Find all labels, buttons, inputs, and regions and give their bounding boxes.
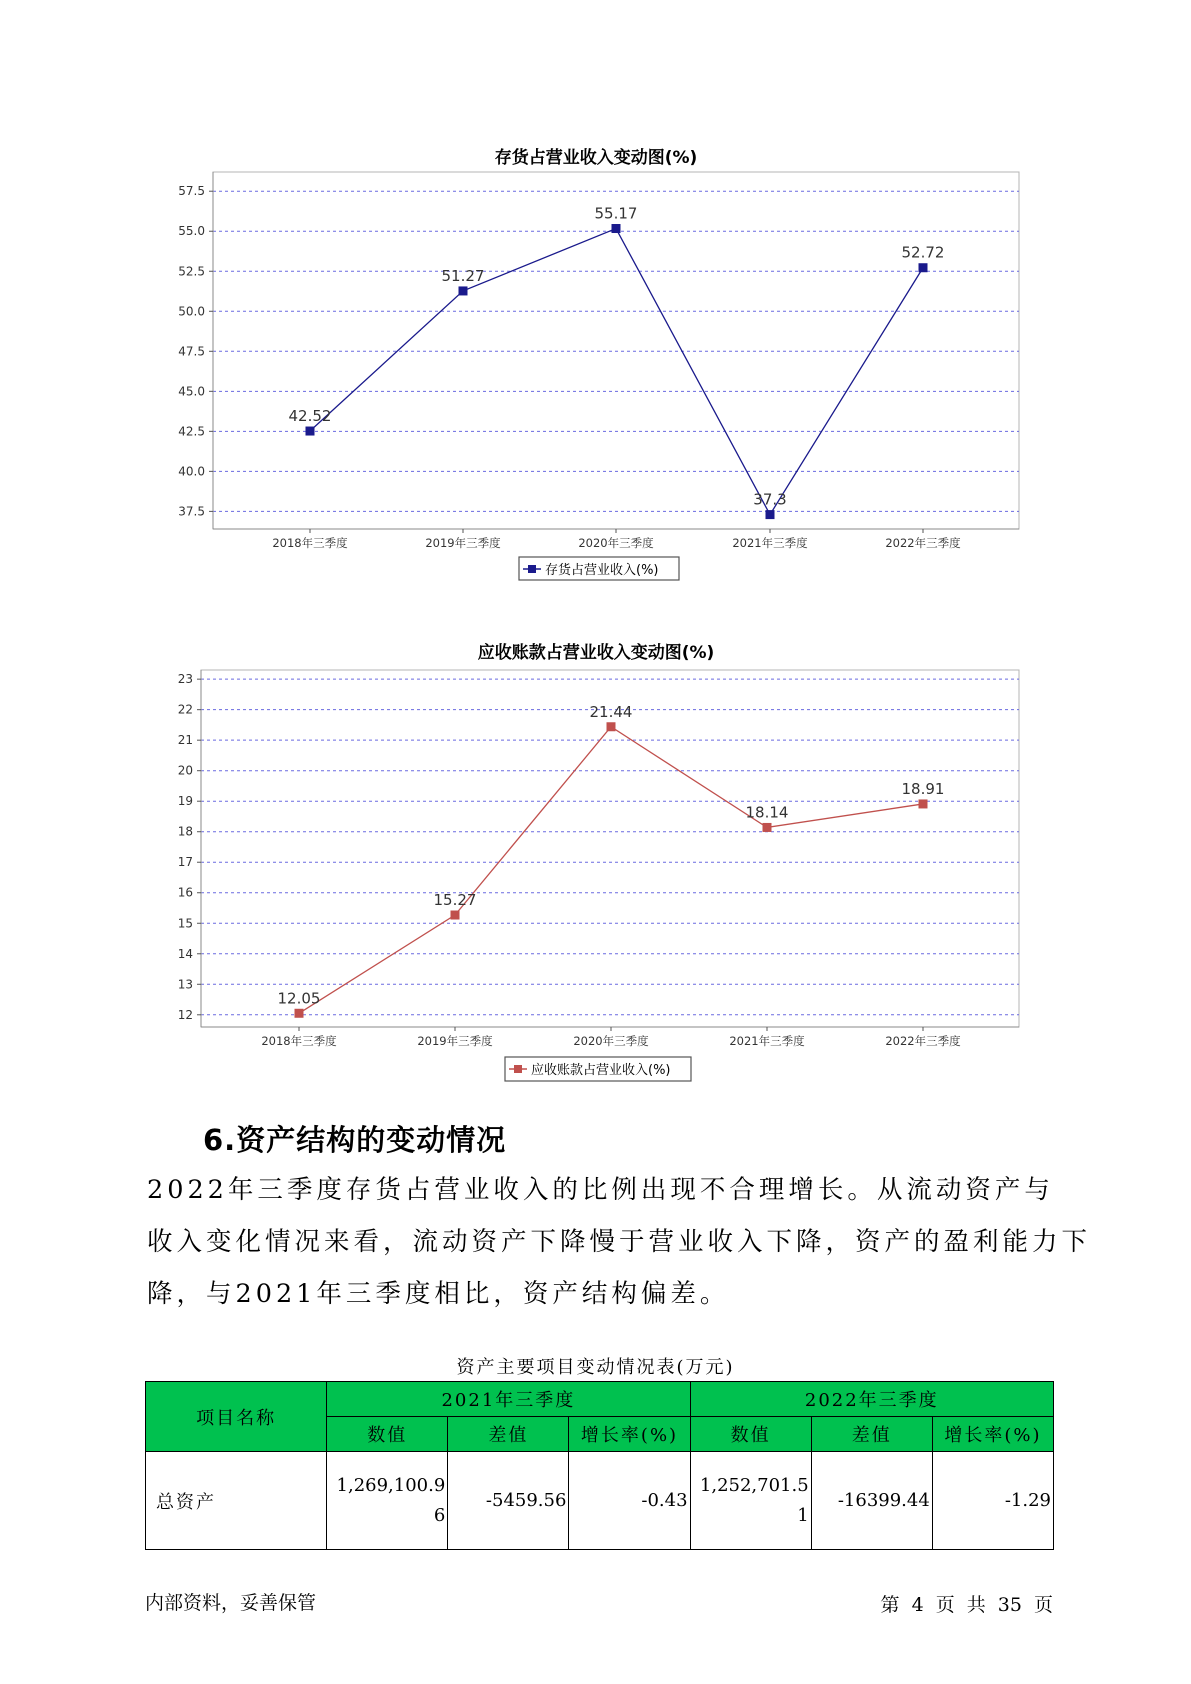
x-tick-label: 2020年三季度 bbox=[573, 1034, 649, 1048]
series-line bbox=[278, 703, 945, 1018]
y-tick-label: 57.5 bbox=[178, 184, 205, 199]
paragraph-line: 收入变化情况来看，流动资产下降慢于营业收入下降，资产的盈利能力下 bbox=[147, 1227, 1092, 1257]
paragraph-line: 降，与2021年三季度相比，资产结构偏差。 bbox=[147, 1279, 730, 1309]
y-tick-label: 47.5 bbox=[178, 344, 205, 359]
x-tick-label: 2022年三季度 bbox=[885, 536, 961, 550]
table-cell: -0.43 bbox=[569, 1452, 690, 1550]
column-header-growth-rate: 增长率(%) bbox=[932, 1417, 1053, 1452]
table-title: 资产主要项目变动情况表(万元) bbox=[456, 1357, 735, 1378]
column-header-value: 数值 bbox=[327, 1417, 448, 1452]
column-header-difference: 差值 bbox=[448, 1417, 569, 1452]
legend-label: 应收账款占营业收入(%) bbox=[531, 1063, 671, 1078]
data-label: 37.3 bbox=[753, 490, 787, 509]
y-tick-label: 42.5 bbox=[178, 424, 205, 439]
y-tick-label: 18 bbox=[177, 824, 193, 839]
y-tick-label: 45.0 bbox=[178, 384, 205, 399]
table-row bbox=[146, 1452, 1054, 1550]
column-header-item: 项目名称 bbox=[146, 1382, 327, 1452]
y-tick-label: 17 bbox=[177, 855, 193, 870]
data-label: 18.91 bbox=[901, 779, 945, 798]
asset-change-table bbox=[145, 1381, 1054, 1550]
y-axis bbox=[178, 670, 201, 1027]
x-axis bbox=[201, 1027, 1019, 1048]
column-header-difference: 差值 bbox=[811, 1417, 932, 1452]
y-tick-label: 20 bbox=[177, 763, 193, 778]
x-tick-label: 2018年三季度 bbox=[261, 1034, 337, 1048]
chart-title: 存货占营业收入变动图(%) bbox=[494, 148, 698, 168]
legend bbox=[505, 1057, 691, 1081]
x-tick-label: 2019年三季度 bbox=[425, 536, 501, 550]
y-tick-label: 16 bbox=[177, 885, 193, 900]
data-label: 21.44 bbox=[589, 702, 633, 721]
data-label: 12.05 bbox=[277, 989, 321, 1008]
paragraph-line: 2022年三季度存货占营业收入的比例出现不合理增长。从流动资产与 bbox=[147, 1175, 1054, 1205]
y-tick-label: 22 bbox=[177, 702, 193, 717]
y-tick-label: 14 bbox=[177, 946, 193, 961]
table-cell: -5459.56 bbox=[448, 1452, 569, 1550]
x-tick-label: 2019年三季度 bbox=[417, 1034, 493, 1048]
table-cell: 1,252,701.51 bbox=[690, 1452, 811, 1550]
data-point bbox=[919, 799, 928, 808]
data-label: 15.27 bbox=[433, 891, 477, 910]
y-tick-label: 55.0 bbox=[178, 224, 205, 239]
y-tick-label: 40.0 bbox=[178, 464, 205, 479]
y-tick-label: 13 bbox=[177, 977, 193, 992]
y-tick-label: 12 bbox=[177, 1007, 193, 1022]
x-tick-label: 2020年三季度 bbox=[578, 536, 654, 550]
y-tick-label: 21 bbox=[177, 733, 193, 748]
table-cell: -16399.44 bbox=[811, 1452, 932, 1550]
data-point bbox=[295, 1009, 304, 1018]
column-header-period-2021: 2021年三季度 bbox=[327, 1382, 690, 1417]
y-tick-label: 37.5 bbox=[178, 504, 205, 519]
series-line-path bbox=[299, 727, 923, 1014]
table-cell: 1,269,100.96 bbox=[327, 1452, 448, 1550]
data-label: 18.14 bbox=[745, 803, 789, 822]
x-tick-label: 2022年三季度 bbox=[885, 1034, 961, 1048]
y-tick-label: 15 bbox=[177, 916, 193, 931]
y-tick-label: 52.5 bbox=[178, 264, 205, 279]
data-label: 51.27 bbox=[441, 266, 485, 285]
y-tick-label: 50.0 bbox=[178, 304, 205, 319]
page-number: 第 4 页 共 35 页 bbox=[880, 1594, 1053, 1616]
y-tick-label: 19 bbox=[177, 794, 193, 809]
x-tick-label: 2021年三季度 bbox=[732, 536, 808, 550]
x-tick-label: 2021年三季度 bbox=[729, 1034, 805, 1048]
chart-title: 应收账款占营业收入变动图(%) bbox=[477, 643, 715, 663]
column-header-period-2022: 2022年三季度 bbox=[690, 1382, 1053, 1417]
data-point bbox=[763, 823, 772, 832]
data-label: 42.52 bbox=[288, 407, 332, 426]
table-cell: -1.29 bbox=[932, 1452, 1053, 1550]
column-header-growth-rate: 增长率(%) bbox=[569, 1417, 690, 1452]
data-label: 55.17 bbox=[594, 204, 638, 223]
footer-note: 内部资料，妥善保管 bbox=[145, 1592, 317, 1614]
data-label: 52.72 bbox=[901, 243, 945, 262]
data-point bbox=[607, 722, 616, 731]
data-point bbox=[451, 911, 460, 920]
column-header-value: 数值 bbox=[690, 1417, 811, 1452]
y-tick-label: 23 bbox=[177, 672, 193, 687]
section-heading: 6.资产结构的变动情况 bbox=[203, 1123, 507, 1157]
legend-label: 存货占营业收入(%) bbox=[545, 563, 659, 578]
row-name: 总资产 bbox=[146, 1452, 327, 1550]
x-tick-label: 2018年三季度 bbox=[272, 536, 348, 550]
